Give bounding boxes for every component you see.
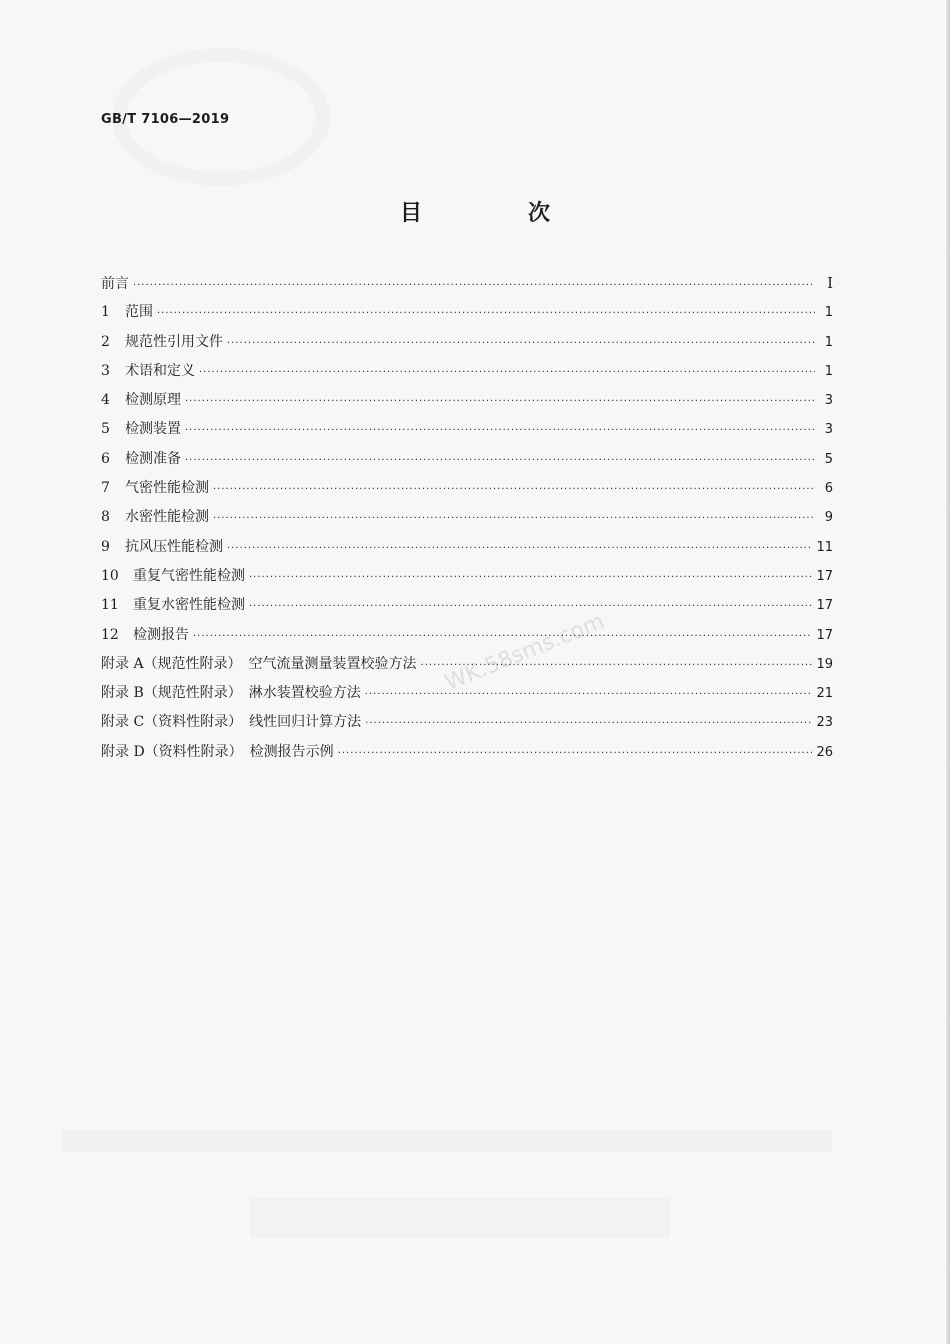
toc-entry-page: 26 [816,744,833,760]
toc-entry-text: 气密性能检测 [125,480,209,497]
toc-entry-page: 3 [824,393,833,409]
toc-entry-number: 2 [101,333,110,350]
toc-entry-1[interactable] [101,299,833,328]
toc-entry-number: 3 [101,362,110,379]
toc-leader-dots [365,682,813,708]
toc-entry-text: 检测原理 [125,392,181,409]
toc-entry-page: 17 [816,568,833,584]
toc-entry-text: 检测准备 [125,450,181,467]
toc-leader-dots [227,536,812,562]
toc-leader-dots [338,741,813,767]
toc-entry-2[interactable] [101,329,833,358]
toc-entry-page: 17 [816,627,833,643]
toc-entry-label [101,622,189,648]
toc-leader-dots [133,273,815,299]
toc-entry-number: 5 [101,421,110,438]
toc-entry-page: 3 [824,422,833,438]
toc-entry-label [101,592,245,618]
toc-entry-label [101,299,153,325]
toc-entry-page: 11 [816,539,833,555]
toc-entry-number: 9 [101,538,110,555]
toc-leader-dots [213,477,815,503]
toc-entry-12[interactable] [101,622,833,651]
watermark: WK.58sms.com [441,609,609,696]
toc-entry-annex-d[interactable] [101,739,833,768]
toc-entry-page: 19 [816,656,833,672]
toc-entry-annex-c[interactable] [101,709,833,738]
toc-leader-dots [249,565,812,591]
toc-entry-number: 7 [101,480,110,497]
toc-leader-dots [199,360,815,386]
toc-entry-text: 抗风压性能检测 [125,538,223,555]
toc-entry-4[interactable] [101,387,833,416]
toc-leader-dots [227,331,815,357]
toc-leader-dots [185,418,815,444]
toc-entry-label [101,358,195,384]
toc-entry-page: 1 [824,305,833,321]
toc-entry-text: 重复水密性能检测 [133,597,245,614]
toc-entry-page: 5 [824,451,833,467]
toc-entry-number: 6 [101,450,110,467]
toc-entry-text: 范围 [125,304,153,321]
toc-entry-5[interactable] [101,416,833,445]
toc-entry-3[interactable] [101,358,833,387]
toc-entry-text: 水密性能检测 [125,509,209,526]
toc-entry-number: 1 [101,304,110,321]
toc-entry-label: 附录 C（资料性附录） 线性回归计算方法 [101,714,362,731]
toc-leader-dots [249,594,812,620]
toc-leader-dots [213,506,815,532]
toc-entry-6[interactable] [101,446,833,475]
show-through-block [250,1198,670,1238]
toc-entry-label [101,329,223,355]
toc-entry-label [101,475,209,501]
toc-entry-number: 11 [101,597,119,614]
toc-entry-page: 1 [824,334,833,350]
toc-entry-10[interactable] [101,563,833,592]
toc-entry-page: 6 [824,481,833,497]
standard-code: GB/T 7106—2019 [101,112,230,127]
toc-entry-text: 检测报告 [133,626,189,643]
toc-leader-dots [185,448,815,474]
toc-entry-page: 1 [824,363,833,379]
toc-entry-text: 术语和定义 [125,362,195,379]
toc-entry-label [101,534,223,560]
show-through-band [62,1130,832,1152]
toc-entry-11[interactable] [101,592,833,621]
toc-entry-number: 8 [101,509,110,526]
toc-entry-8[interactable] [101,504,833,533]
toc-entry-page: 17 [816,598,833,614]
toc-entry-page: 21 [816,686,833,702]
toc-entry-label [101,563,245,589]
toc-leader-dots [185,389,815,415]
toc-entry-9[interactable] [101,534,833,563]
toc-entry-text: 检测装置 [125,421,181,438]
toc-entry-page: Ⅰ [827,274,833,292]
toc-entry-number: 4 [101,392,110,409]
toc-entry-foreword[interactable] [101,270,833,299]
toc-entry-number: 10 [101,567,119,584]
toc-entry-label: 附录 B（规范性附录） 淋水装置校验方法 [101,685,361,702]
toc-entry-text: 重复气密性能检测 [133,567,245,584]
toc-leader-dots [193,624,812,650]
toc-entry-number: 12 [101,626,119,643]
table-of-contents [101,270,833,768]
toc-entry-page: 23 [816,715,833,731]
toc-leader-dots [157,301,815,327]
toc-entry-label: 附录 D（资料性附录） 检测报告示例 [101,743,334,760]
toc-entry-page: 9 [824,510,833,526]
toc-entry-text: 规范性引用文件 [125,333,223,350]
toc-entry-label [101,387,181,413]
toc-entry-7[interactable] [101,475,833,504]
toc-entry-label: 前言 [101,276,129,292]
toc-entry-label [101,416,181,442]
toc-entry-label: 附录 A（规范性附录） 空气流量测量装置校验方法 [101,655,417,672]
page-title: 目 次 [399,201,592,226]
toc-entry-label [101,504,209,530]
toc-leader-dots [365,711,812,737]
toc-entry-label [101,446,181,472]
